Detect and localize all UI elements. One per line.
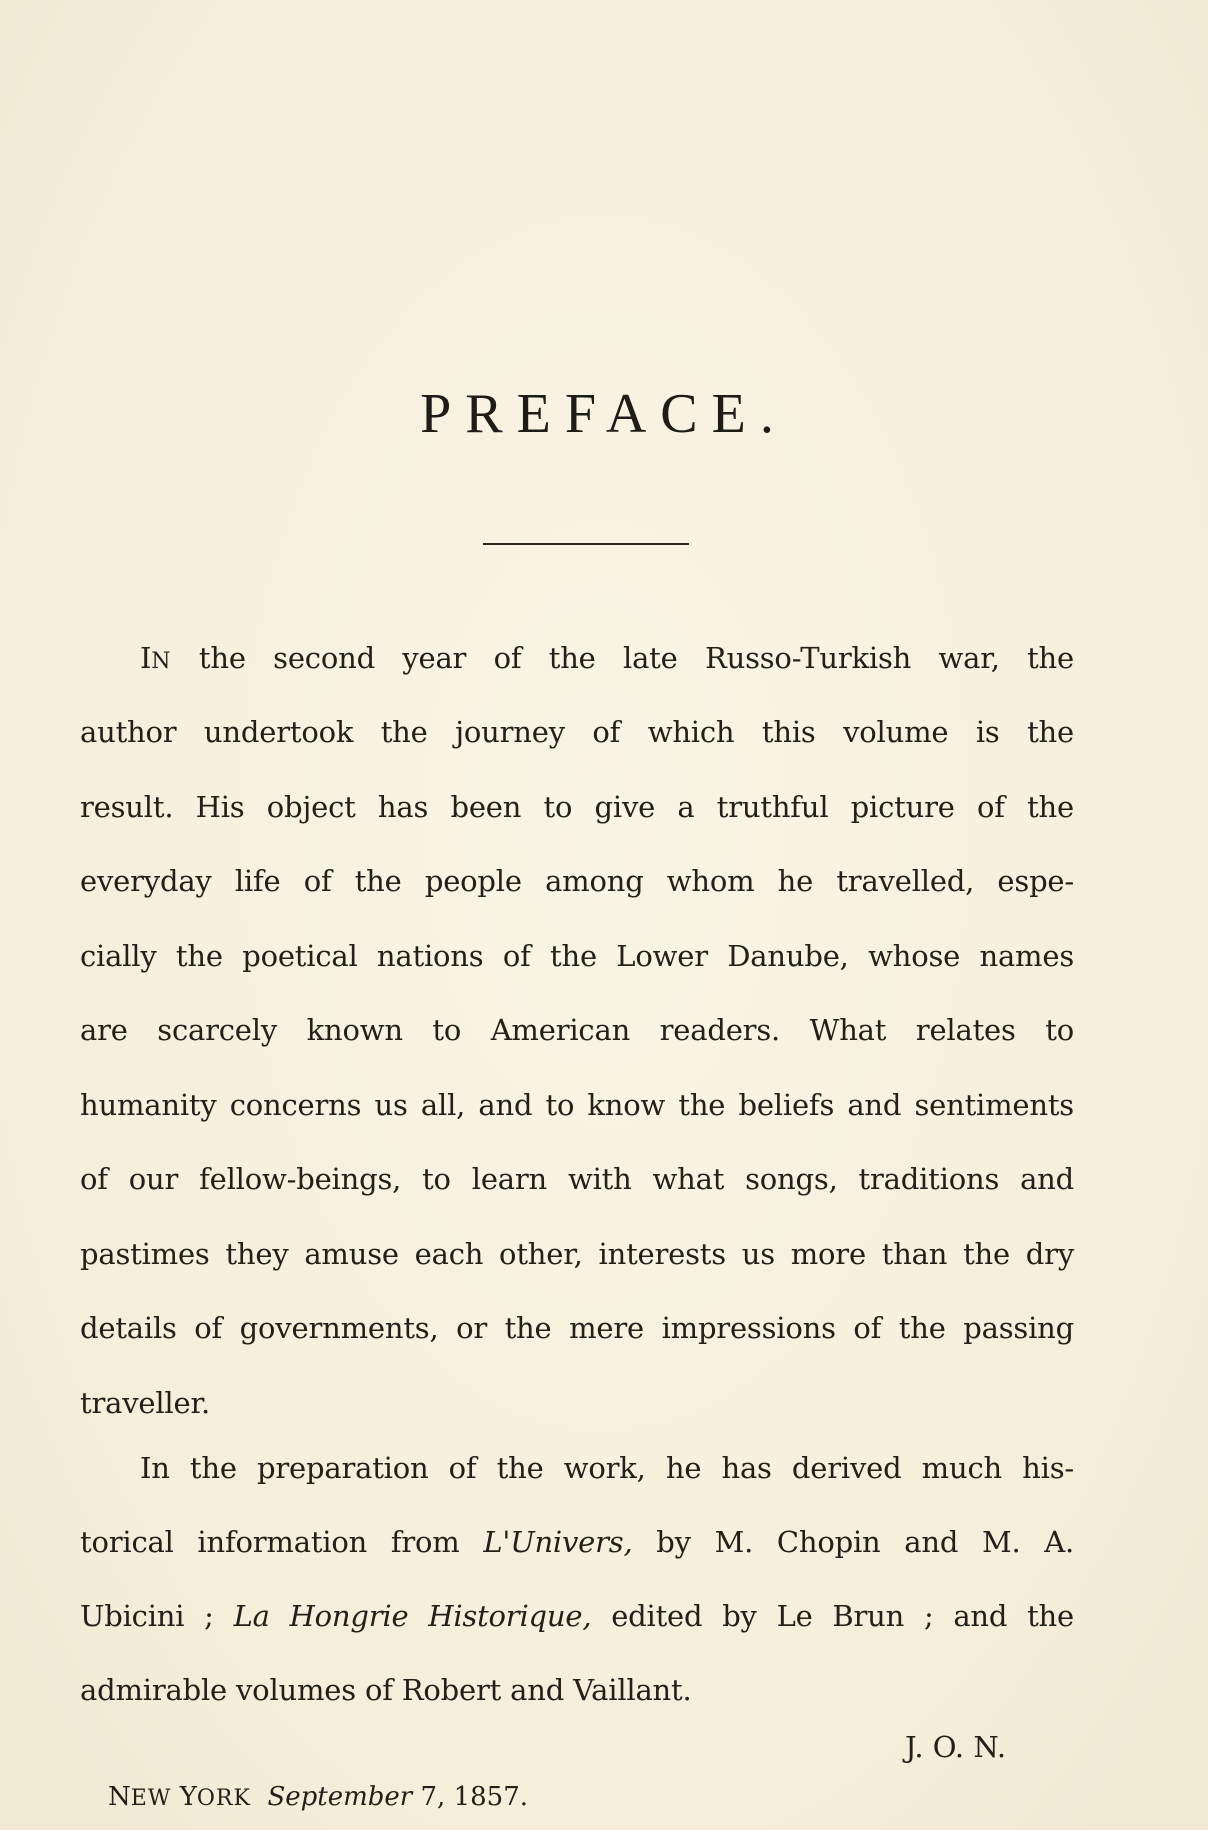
dateline-ew: EW — [130, 1786, 172, 1811]
dateline-y: Y — [179, 1782, 197, 1812]
dropcap-rest: N — [151, 649, 172, 674]
paragraph-1-line-6: are scarcely known to American readers. What relates to — [80, 1013, 1074, 1047]
paragraph-1-line-1 — [140, 636, 1074, 680]
paragraph-2-line-4: admirable volumes of Robert and Vaillant. — [80, 1673, 692, 1707]
paragraph-1-line-10: details of governments, or the mere impressions of the passing — [80, 1311, 1074, 1345]
paragraph-1-line-1-text: the second year of the late Russo-Turkish war, the — [171, 641, 1074, 675]
paragraph-2-line-2-b: by M. Chopin and M. A. — [632, 1525, 1074, 1559]
paragraph-1-line-9: pastimes they amuse each other, interests us more than the dry — [80, 1237, 1074, 1271]
title-rule — [483, 543, 689, 545]
paragraph-2-line-2-a: torical information from — [80, 1525, 484, 1559]
paragraph-1-line-11: traveller. — [80, 1386, 210, 1420]
dateline-rest: 7, 1857. — [412, 1782, 529, 1812]
paragraph-2-line-1: In the preparation of the work, he has derived much his- — [140, 1451, 1074, 1485]
dateline-ork: ORK — [196, 1786, 251, 1811]
paragraph-2-line-3-a: Ubicini ; — [80, 1599, 234, 1633]
page-title: PREFACE. — [420, 383, 788, 445]
paragraph-1-line-4: everyday life of the people among whom he travelled, espe- — [80, 864, 1074, 898]
work-title-univers: L'Univers, — [483, 1525, 633, 1559]
paragraph-1-line-7: humanity concerns us all, and to know the beliefs and sentiments — [80, 1088, 1074, 1122]
paragraph-1-line-2: author undertook the journey of which this volume is the — [80, 715, 1074, 749]
paragraph-2-line-3 — [80, 1594, 1074, 1638]
paragraph-1-line-5: cially the poetical nations of the Lower Danube, whose names — [80, 939, 1074, 973]
dropcap-first: I — [140, 641, 152, 675]
paragraph-1-line-8: of our fellow-beings, to learn with what songs, traditions and — [80, 1162, 1074, 1196]
paragraph-2-line-2 — [80, 1520, 1074, 1564]
author-initials: J. O. N. — [905, 1730, 1007, 1764]
dateline-month: September — [267, 1782, 413, 1812]
dateline-n: N — [108, 1782, 131, 1812]
work-title-hongrie: La Hongrie Historique, — [233, 1599, 592, 1633]
paragraph-1-line-3: result. His object has been to give a truthful picture of the — [80, 790, 1074, 824]
paragraph-2-line-3-b: edited by Le Brun ; and the — [591, 1599, 1074, 1633]
dateline — [108, 1777, 528, 1819]
